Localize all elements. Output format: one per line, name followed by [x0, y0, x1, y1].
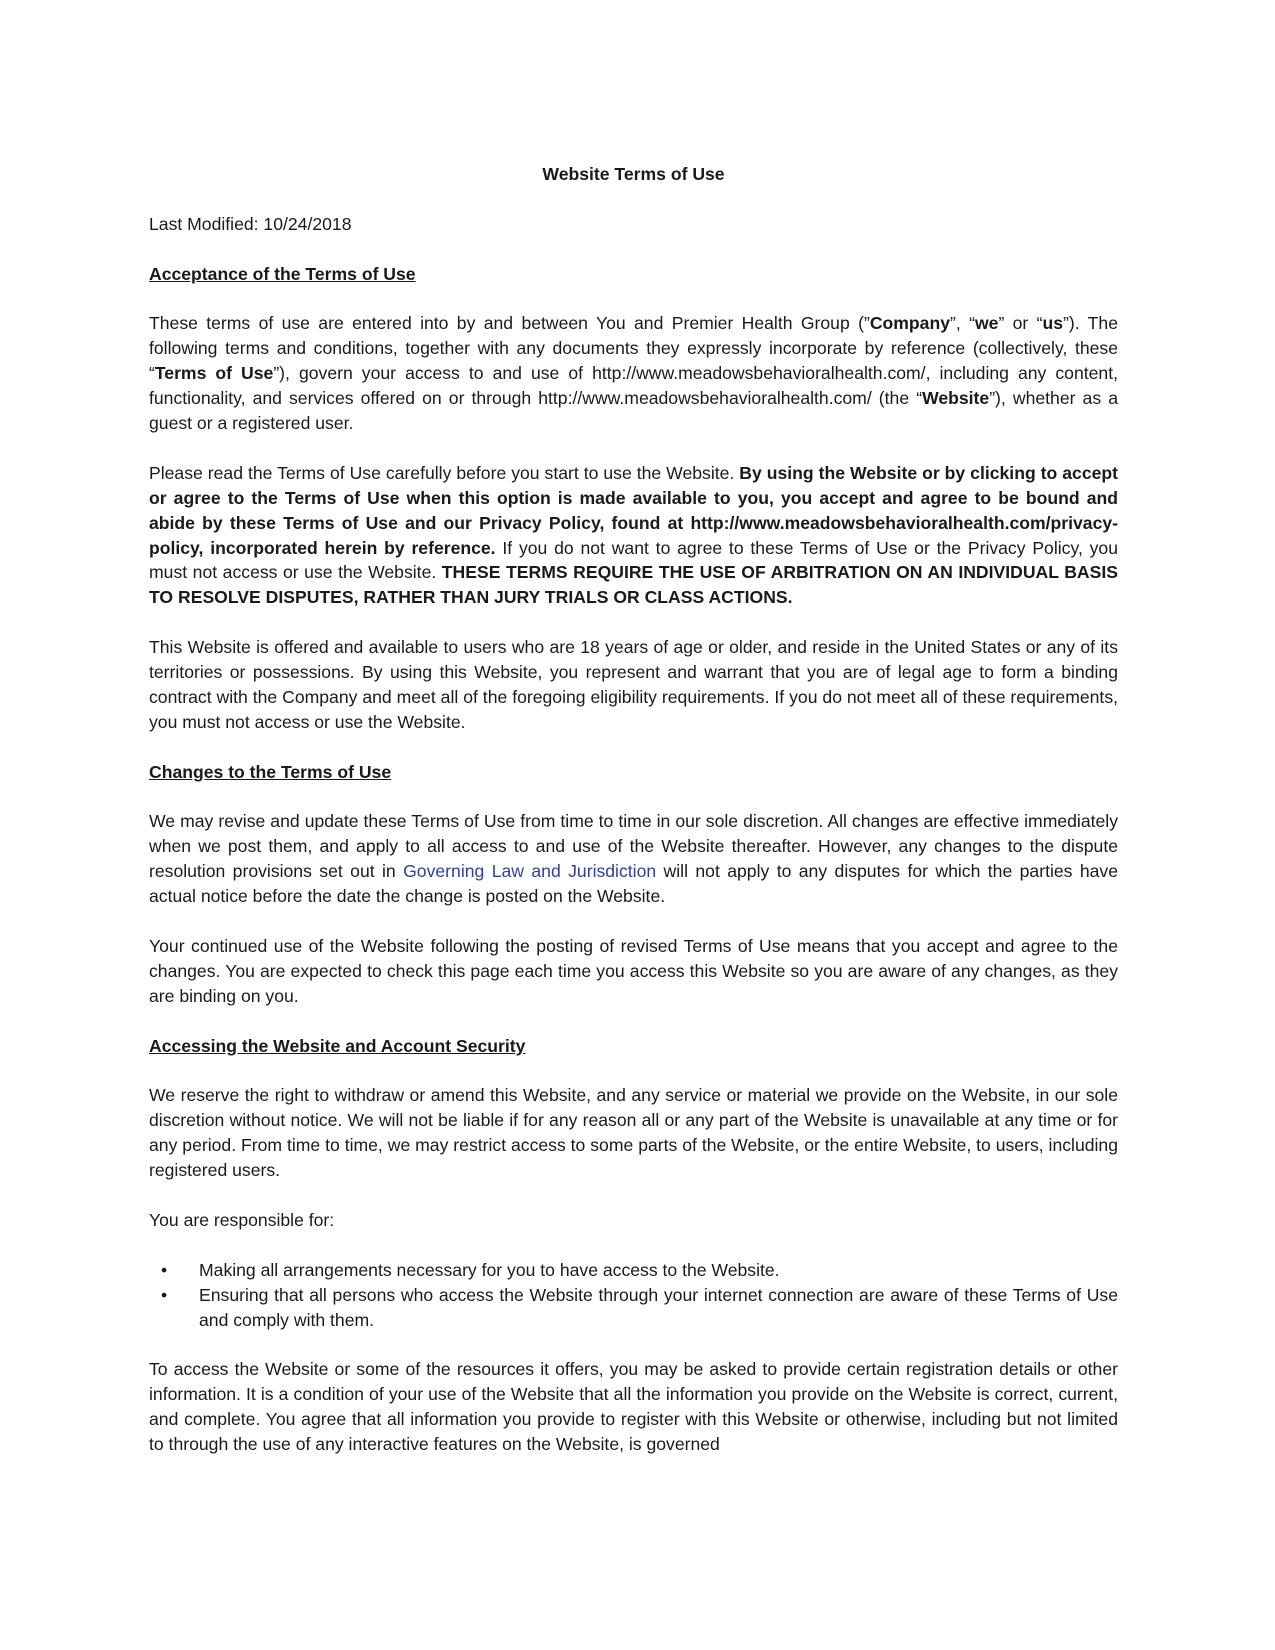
text-run: These terms of use are entered into by and between You and Premier Health Group (” — [149, 313, 870, 334]
acceptance-paragraph-1 — [149, 311, 1118, 436]
text-run: We may revise and update these Terms of Use from time to time in our sole discretion. All changes are effective immediately when we post them, and apply to all access to and use of the Website thereafter. However, any changes to the dispute resolution provisions set out in — [149, 811, 1118, 882]
account-security-paragraph-2: You are responsible for: — [149, 1209, 335, 1230]
list-item — [149, 1283, 1118, 1333]
term-we: we — [974, 313, 999, 334]
bullet-icon: • — [161, 1259, 168, 1280]
responsibility-list — [149, 1258, 1118, 1333]
text-run: Please read the Terms of Use carefully before you start to use the Website. — [149, 462, 740, 483]
section-heading-changes: Changes to the Terms of Use — [149, 761, 392, 782]
text-run: will not apply to any disputes for which the parties have actual notice before the date the change is posted on the Website. — [149, 861, 1118, 907]
term-us: us — [1042, 313, 1064, 334]
text-run: ”). The following terms and conditions, together with any documents they expressly incorporate by reference (collectively, these “ — [149, 313, 1118, 384]
term-terms-of-use: Terms of Use — [154, 363, 274, 384]
text-run: ” or “ — [998, 313, 1043, 334]
changes-paragraph-1 — [149, 809, 1118, 909]
term-company: Company — [869, 313, 950, 334]
section-heading-acceptance: Acceptance of the Terms of Use — [149, 263, 416, 284]
account-security-paragraph-3: To access the Website or some of the resources it offers, you may be asked to provide certain registration details or other information. It is a condition of your use of the Website that all the information you provide on the Website is correct, current, and complete. You agree that all information you provide to register with this Website or otherwise, including but not limited to through the use of any interactive features on the Website, is governed — [149, 1359, 1118, 1455]
arbitration-notice: THESE TERMS REQUIRE THE USE OF ARBITRATION ON AN INDIVIDUAL BASIS TO RESOLVE DISPUTES, RATHER THAN JURY TRIALS OR CLASS ACTIONS. — [149, 562, 1118, 608]
acceptance-paragraph-3: This Website is offered and available to users who are 18 years of age or older, and reside in the United States or any of its territories or possessions. By using this Website, you represent and warrant that you are of legal age to form a binding contract with the Company and meet all of the foregoing eligibility requirements. If you do not meet all of these requirements, you must not access or use the Website. — [149, 637, 1118, 732]
text-run: ”, “ — [950, 313, 975, 334]
bullet-icon: • — [161, 1284, 168, 1305]
text-run: ”), whether as a guest or a registered user. — [149, 388, 1118, 434]
list-item — [149, 1258, 1118, 1283]
account-security-paragraph-1: We reserve the right to withdraw or amend this Website, and any service or material we provide on the Website, in our sole discretion without notice. We will not be liable if for any reason all or any part of the Website is unavailable at any time or for any period. From time to time, we may restrict access to some parts of the Website, or the entire Website, to users, including registered users. — [149, 1085, 1118, 1181]
changes-paragraph-2: Your continued use of the Website following the posting of revised Terms of Use means that you accept and agree to the changes. You are expected to check this page each time you access this Website so you are aware of any changes, as they are binding on you. — [149, 935, 1118, 1006]
agreement-clause: By using the Website or by clicking to accept or agree to the Terms of Use when this option is made available to you, you accept and agree to be bound and abide by these Terms of Use and our Privacy Policy, found at http://www.meadowsbehavioralhealth.com/privacy-policy, incorporated herein by reference. — [149, 462, 1118, 558]
list-item-text: Ensuring that all persons who access the Website through your internet connection are aware of these Terms of Use and comply with them. — [199, 1284, 1118, 1330]
document-page — [149, 162, 1118, 1457]
text-run: ”), govern your access to and use of http://www.meadowsbehavioralhealth.com/, including any content, functionality, and services offered on or through http://www.meadowsbehavioralhealth.com/ (the “ — [149, 363, 1118, 409]
last-modified-date: Last Modified: 10/24/2018 — [149, 213, 352, 234]
text-run: If you do not want to agree to these Terms of Use or the Privacy Policy, you must not access or use the Website. — [149, 537, 1118, 583]
list-item-text: Making all arrangements necessary for you to have access to the Website. — [199, 1259, 780, 1280]
governing-law-link[interactable]: Governing Law and Jurisdiction — [403, 861, 657, 882]
section-heading-account-security: Accessing the Website and Account Security — [149, 1035, 526, 1056]
acceptance-paragraph-2 — [149, 461, 1118, 610]
term-website: Website — [922, 388, 990, 409]
document-title: Website Terms of Use — [542, 164, 725, 184]
